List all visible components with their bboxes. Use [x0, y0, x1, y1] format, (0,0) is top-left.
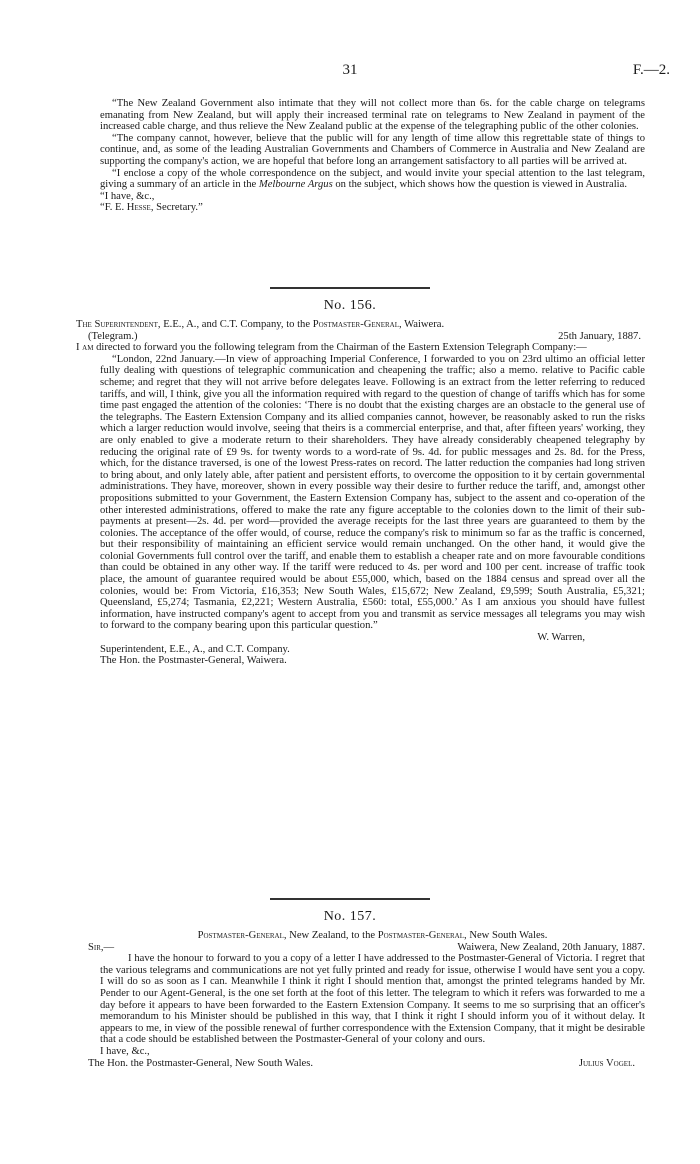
section-156	[76, 319, 645, 667]
page-number: 31	[342, 62, 358, 78]
section-157-footer	[88, 1058, 635, 1070]
section-157-signer: Julius Vogel.	[578, 1057, 635, 1069]
section-157-closing: I have, &c.,	[100, 1045, 150, 1057]
section-157-subject: Postmaster-General, New Zealand, to the Postmaster-General, New South Wales.	[197, 930, 548, 941]
section-divider-2	[270, 898, 430, 900]
section-heading-157: No. 157.	[323, 909, 377, 924]
intro-closing: “I have, &c.,	[100, 190, 155, 202]
section-157-addressee: The Hon. the Postmaster-General, New South Wales.	[88, 1057, 313, 1069]
section-heading-156: No. 156.	[323, 298, 377, 313]
place-date: Waiwera, New Zealand, 20th January, 1887.	[457, 941, 645, 953]
intro-signature: “F. E. Hesse, Secretary.”	[100, 202, 203, 214]
section-156-meta	[88, 331, 641, 343]
section-156-subject: The Superintendent, E.E., A., and C.T. Company, to the Postmaster-General, Waiwera.	[76, 319, 445, 330]
message-type: (Telegram.)	[88, 330, 138, 342]
document-reference: F.—2.	[632, 62, 670, 78]
section-157-letter: I have the honour to forward to you a copy of a letter I have addressed to the Postmaster-General of Victoria. I regret that the various telegrams and communications are not yet fully printed and ready for issue, otherwise I would have sent you a copy. I will do so as soon as I can. Meanwhile I think it right I should mention that, amongst the printed telegrams handed by Mr. Pender to our Agent-General, is the one set forth at the foot of this letter. The telegram to which it refers was forwarded to me a day before it appears to have been forwarded to the Eastern Extension Company. It seems to me so surprising that an officer's memorandum to his Minister should be published in this way, that I think it right I should inform you of it without delay. It appears to me, in view of the possible renewal of further correspondence with the Extension Company, that it might be desirable that a code should be established between the Postmaster-General of your colony and ours.	[100, 953, 645, 1046]
intro-paragraph-1: “The New Zealand Government also intimate that they will not collect more than 6s. for the cable charge on telegrams emanating from New Zealand, but will apply their increased terminal rate on telegrams to New Zealand in payment of the increased cable charge, and thus relieve the New Zealand public at the expense of the telegraphing public of the other colonies.	[100, 98, 645, 133]
section-divider	[270, 287, 430, 289]
salutation: Sir,—	[88, 941, 115, 953]
intro-paragraph-2: “The company cannot, however, believe that the public will for any length of time allow this regrettable state of things to continue, and, as some of the leading Australian Governments and Chambers of Commerce in Australia and New Zealand are supporting the company's action, we are hopeful that before long an arrangement satisfactory to all parties will be arrived at.	[100, 132, 645, 167]
intro-section	[100, 98, 645, 214]
message-date: 25th January, 1887.	[558, 330, 641, 342]
section-156-addressee: The Hon. the Postmaster-General, Waiwera.	[100, 655, 287, 667]
section-157-meta	[88, 942, 645, 954]
section-156-signer: W. Warren,	[537, 632, 585, 644]
section-156-opening: I am directed to forward you the following telegram from the Chairman of the Eastern Extension Telegraph Company:—	[76, 342, 587, 354]
section-156-telegram: “London, 22nd January.—In view of approaching Imperial Conference, I forwarded to you on 23rd ultimo an official letter fully dealing with questions of telegraphic communication and cheapening the traffic; also a memo. relative to Pacific cable scheme; and regret that they will not arrive before delegates leave. Following is an extract from the letter referring to reduced tariffs, and will, I think, give you all the information required with regard to the question of change of tariffs which has for some time past engaged the attention of the colonies: ‘There is no doubt that the existing charges are an obstacle to the general use of the telegraphs. The Eastern Extension Company and its allied companies cannot, however, be reasonably asked to run the risks which a larger reduction would involve, seeing that theirs is a commercial enterprise, and that, after fifteen years' working, they are only enabled to give a moderate return to their shareholders. They have already considerably cheapened telegraphy by reducing the original rate of £9 9s. for twenty words to a word-rate of 9s. 4d. for public messages and 2s. 8d. for the Press, which, for the distance traversed, is one of the lowest Press-rates on record. The latter reduction the companies had long striven to bring about, and only lately able, after patient and persistent efforts, to overcome the opposition to it by certain governmental administrations. They have, moreover, shown in every possible way their desire to further reduce the tariff, and, amongst other propositions submitted to your Government, the Eastern Extension Company has, subject to the assent and co-operation of the other interested administrations, offered to make the rate any figure acceptable to the colonies down to the limit of their sub-payments at present—2s. 4d. per word—provided the average receipts for the last three years are guaranteed to them by the colonies. The acceptance of the offer would, of course, reduce the company's risk to minimum so far as the traffic is concerned, but their responsibility of maintaining an efficient service would remain unchanged. On the other hand, it would give the colonial Governments full control over the tariff, and enable them to establish a cheaper rate and on more favourable conditions than could be obtained in any other way. If the tariff were reduced to 4s. per word and 100 per cent. increase of traffic took place, the amount of guarantee required would be about £55,000, which, based on the 1884 census and spread over all the colonies, would be: From Victoria, £16,353; New South Wales, £15,672; New Zealand, £9,599; South Australia, £5,321; Queensland, £5,274; Tasmania, £2,221; Western Australia, £560: total, £55,000.’ As I am anxious you should have fullest information, have instructed company's agent to accept from you and transmit as service messages all telegrams you may wish to forward to the company bearing upon this particular question.”	[100, 353, 645, 632]
section-156-signer-title: Superintendent, E.E., A., and C.T. Company.	[100, 643, 290, 655]
section-157	[88, 930, 645, 1069]
newspaper-title: Melbourne Argus	[258, 179, 333, 191]
intro-paragraph-3: “I enclose a copy of the whole correspondence on the subject, and would invite your special attention to the last telegram, giving a summary of an article in the Melbourne Argus on the subject, which shows how the question is viewed in Australia.	[100, 167, 645, 191]
